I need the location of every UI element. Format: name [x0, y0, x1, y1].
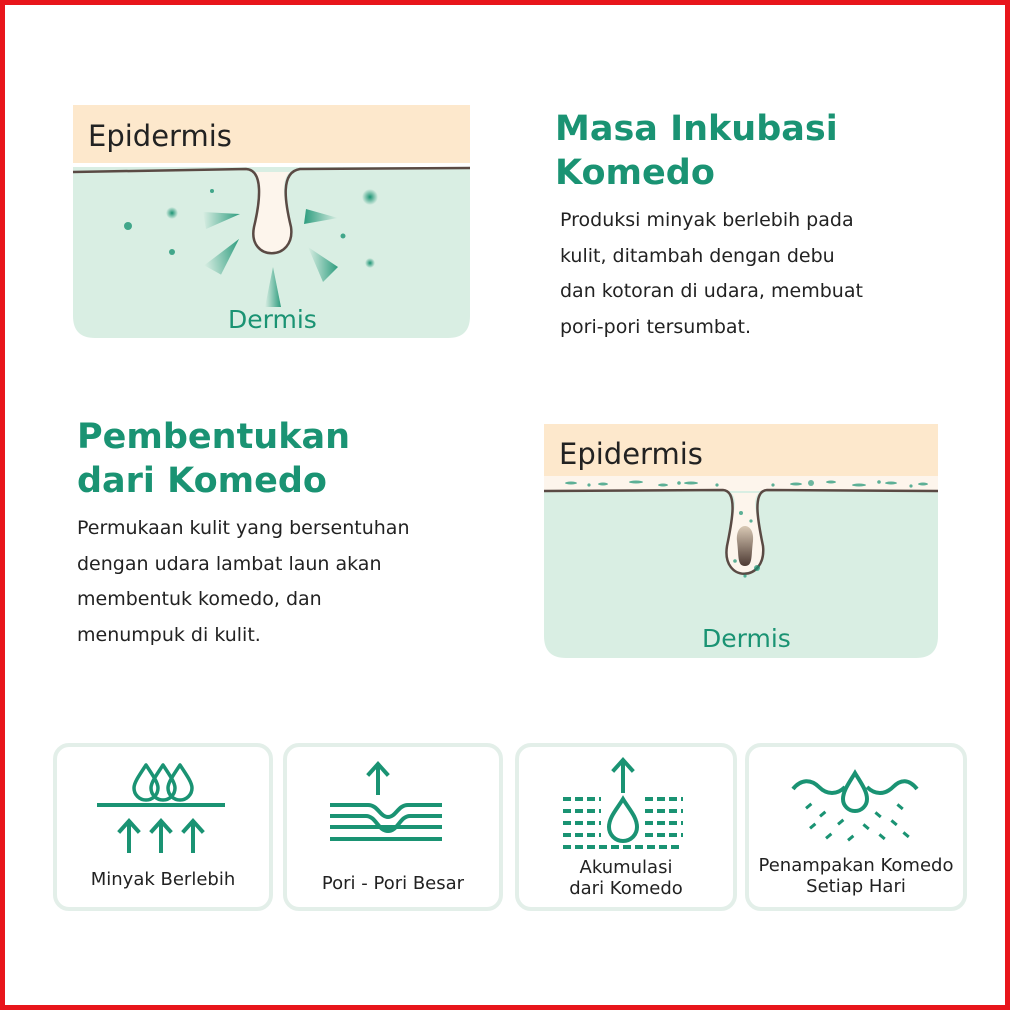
incubation-heading: Masa Inkubasi Komedo	[555, 109, 838, 193]
large-pores-icon	[328, 755, 458, 855]
formation-heading: Pembentukan dari Komedo	[77, 417, 351, 501]
skin-diagram-formation	[541, 421, 943, 661]
incubation-description: Produksi minyak berlebih pada kulit, ditambah dengan debu dan kotoran di udara, membuat pori-pori tersumbat.	[560, 209, 863, 338]
dermis-label: Dermis	[702, 624, 791, 653]
feature-card-daily-comedo	[745, 743, 967, 911]
dermis-label: Dermis	[228, 305, 317, 334]
feature-label: Penampakan Komedo Setiap Hari	[758, 855, 954, 897]
epidermis-label: Epidermis	[88, 119, 232, 153]
feature-label: Pori - Pori Besar	[321, 873, 465, 894]
feature-label: Akumulasi dari Komedo	[569, 857, 683, 899]
feature-card-large-pores	[283, 743, 503, 911]
feature-card-comedo-accumulation	[515, 743, 737, 911]
oil-drops-icon	[93, 755, 233, 855]
feature-card-excess-oil	[53, 743, 273, 911]
skin-diagram-incubation	[68, 102, 470, 342]
formation-description: Permukaan kulit yang bersentuhan dengan udara lambat laun akan membentuk komedo, dan menumpuk di kulit.	[77, 517, 410, 646]
pore-accumulation-icon	[561, 755, 691, 855]
epidermis-label: Epidermis	[559, 437, 703, 471]
pore-daily-icon	[791, 755, 921, 855]
feature-label: Minyak Berlebih	[90, 869, 236, 890]
